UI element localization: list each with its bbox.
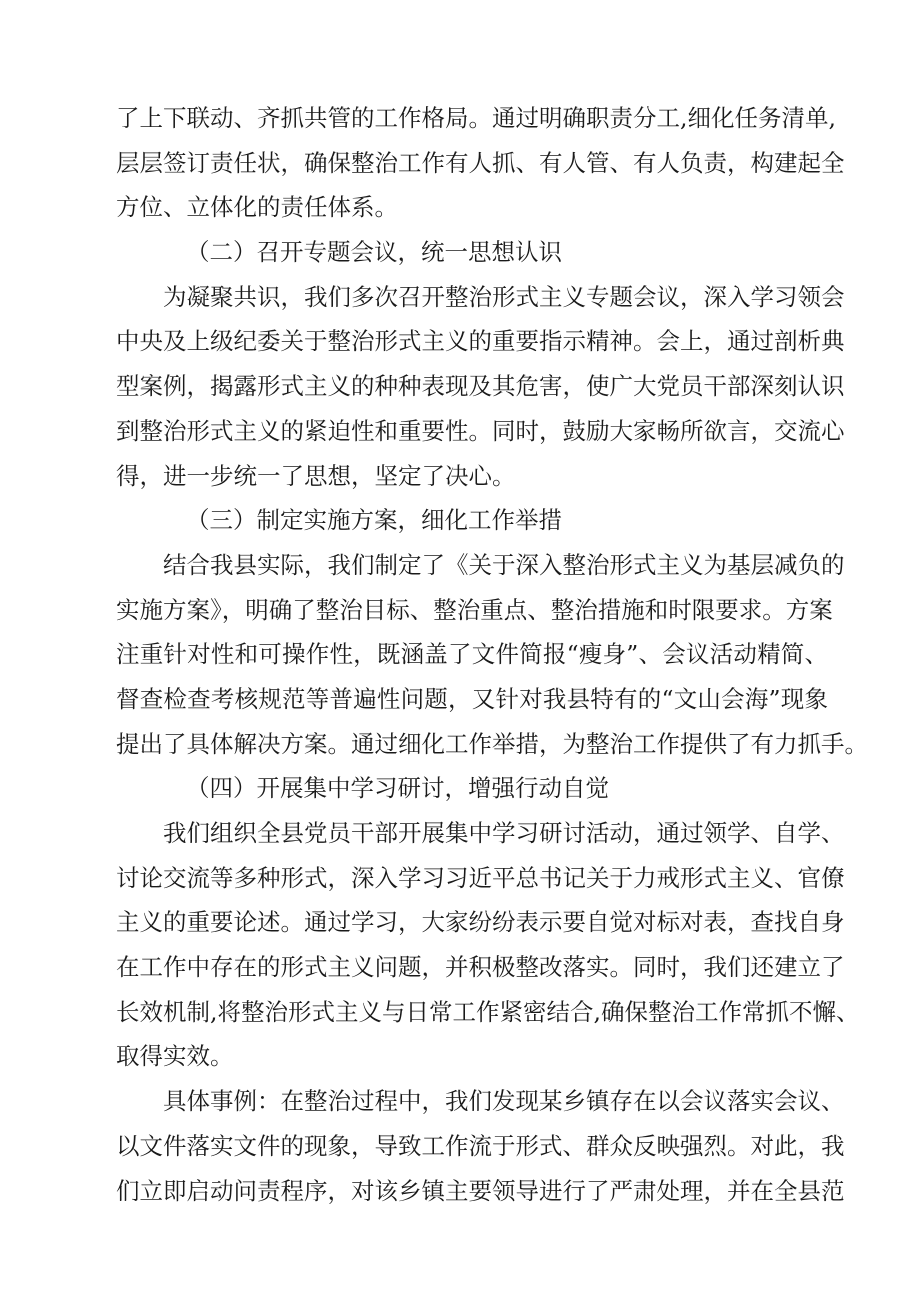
body-text-line: 中央及上级纪委关于整治形式主义的重要指示精神。会上，通过剖析典	[116, 327, 845, 356]
body-text-line: 得，进一步统一了思想，坚定了决心。	[116, 461, 516, 490]
body-text-line: 讨论交流等多种形式，深入学习习近平总书记关于力戒形式主义、官僚	[116, 863, 845, 892]
body-text-line: 长效机制,将整治形式主义与日常工作紧密结合,确保整治工作常抓不懈、	[116, 997, 860, 1026]
section-heading: （四）开展集中学习研讨，增强行动自觉	[186, 774, 609, 803]
paragraph-first-line: 具体事例：在整治过程中，我们发现某乡镇存在以会议落实会议、	[163, 1087, 845, 1116]
body-text-line: 在工作中存在的形式主义问题，并积极整改落实。同时，我们还建立了	[116, 953, 845, 982]
section-heading: （二）召开专题会议，统一思想认识	[186, 238, 562, 267]
body-text-line: 取得实效。	[116, 1042, 234, 1071]
body-text-line: 到整治形式主义的紧迫性和重要性。同时，鼓励大家畅所欲言，交流心	[116, 416, 845, 445]
document-page	[116, 96, 868, 1213]
body-text-line: 了上下联动、齐抓共管的工作格局。通过明确职责分工,细化任务清单,	[116, 104, 836, 132]
body-text-line: 提出了具体解决方案。通过细化工作举措，为整治工作提供了有力抓手。	[116, 729, 868, 758]
section-heading: （三）制定实施方案，细化工作举措	[186, 506, 562, 535]
body-text-line: 型案例，揭露形式主义的种种表现及其危害，使广大党员干部深刻认识	[116, 372, 845, 401]
body-text-line: 们立即启动问责程序，对该乡镇主要领导进行了严肃处理，并在全县范	[116, 1176, 845, 1205]
paragraph-first-line: 为凝聚共识，我们多次召开整治形式主义专题会议，深入学习领会	[163, 282, 845, 311]
paragraph-first-line: 结合我县实际，我们制定了《关于深入整治形式主义为基层减负的	[163, 550, 845, 579]
body-text-line: 方位、立体化的责任体系。	[116, 193, 398, 222]
body-text-line: 督查检查考核规范等普遍性问题，又针对我县特有的“文山会海”现象	[116, 684, 828, 713]
body-text-line: 注重针对性和可操作性，既涵盖了文件简报“瘦身”、会议活动精简、	[116, 640, 828, 669]
body-text-line: 层层签订责任状，确保整治工作有人抓、有人管、有人负责，构建起全	[116, 148, 845, 177]
body-text-line: 以文件落实文件的现象，导致工作流于形式、群众反映强烈。对此，我	[116, 1131, 845, 1160]
body-text-line: 实施方案》，明确了整治目标、整治重点、整治措施和时限要求。方案	[116, 595, 833, 624]
paragraph-first-line: 我们组织全县党员干部开展集中学习研讨活动，通过领学、自学、	[163, 819, 845, 847]
body-text-line: 主义的重要论述。通过学习，大家纷纷表示要自觉对标对表，查找自身	[116, 908, 845, 937]
